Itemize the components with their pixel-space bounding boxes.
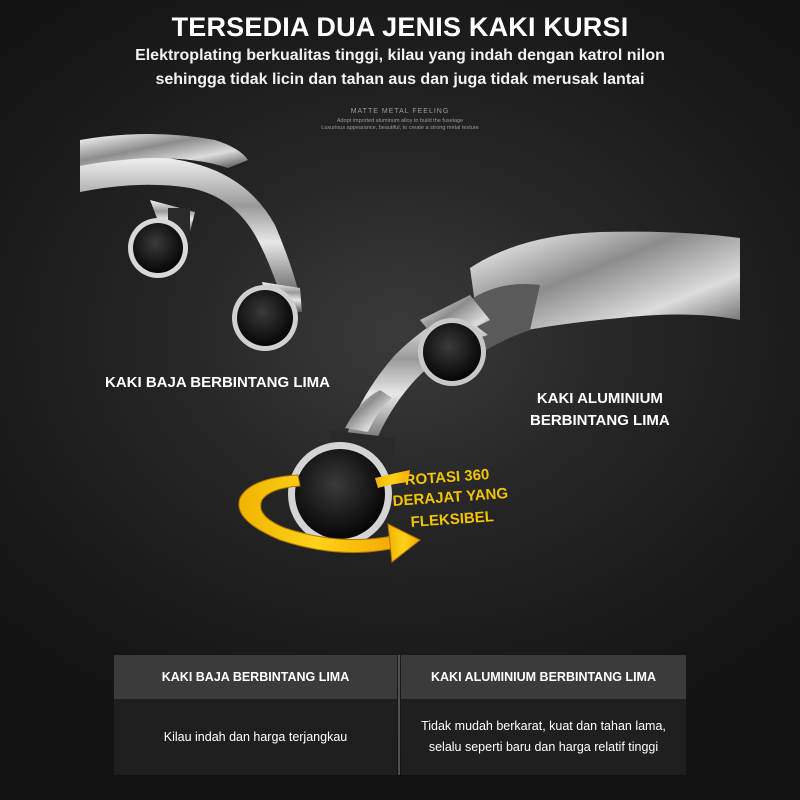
cell-aluminium-line-2: selalu seperti baru dan harga relatif tinggi <box>428 740 659 754</box>
aluminium-label-line-1: KAKI ALUMINIUM <box>536 390 663 407</box>
cell-aluminium <box>401 699 686 775</box>
comparison-table <box>114 655 686 775</box>
rotation-text-line-1: ROTASI 360 <box>404 466 490 489</box>
header-steel: KAKI BAJA BERBINTANG LIMA <box>114 655 397 699</box>
steel-base-image <box>80 134 302 351</box>
rotation-text-line-3: FLEKSIBEL <box>410 508 495 531</box>
tiny-line-1: Adopt imported aluminum alloy to build the fuselage <box>336 118 464 124</box>
steel-base-label: KAKI BAJA BERBINTANG LIMA <box>105 374 330 391</box>
page-title: TERSEDIA DUA JENIS KAKI KURSI <box>171 12 629 42</box>
tiny-heading: MATTE METAL FEELING <box>350 108 450 115</box>
subtitle-line-1: Elektroplating berkualitas tinggi, kilau yang indah dengan katrol nilon <box>135 47 665 64</box>
table-divider <box>398 655 400 775</box>
tiny-line-2: Luxurious appearance, beautiful, to create a strong metal texture <box>321 125 479 131</box>
aluminium-label-line-2: BERBINTANG LIMA <box>530 412 670 429</box>
header-aluminium: KAKI ALUMINIUM BERBINTANG LIMA <box>401 655 686 699</box>
aluminium-base-label <box>530 388 670 432</box>
rotation-text-line-2: DERAJAT YANG <box>392 484 509 510</box>
cell-steel: Kilau indah dan harga terjangkau <box>114 699 397 775</box>
aluminium-base-image <box>288 232 740 546</box>
subtitle-line-2: sehingga tidak licin dan tahan aus dan juga tidak merusak lantai <box>155 71 645 88</box>
cell-aluminium-line-1: Tidak mudah berkarat, kuat dan tahan lama, <box>421 719 666 733</box>
